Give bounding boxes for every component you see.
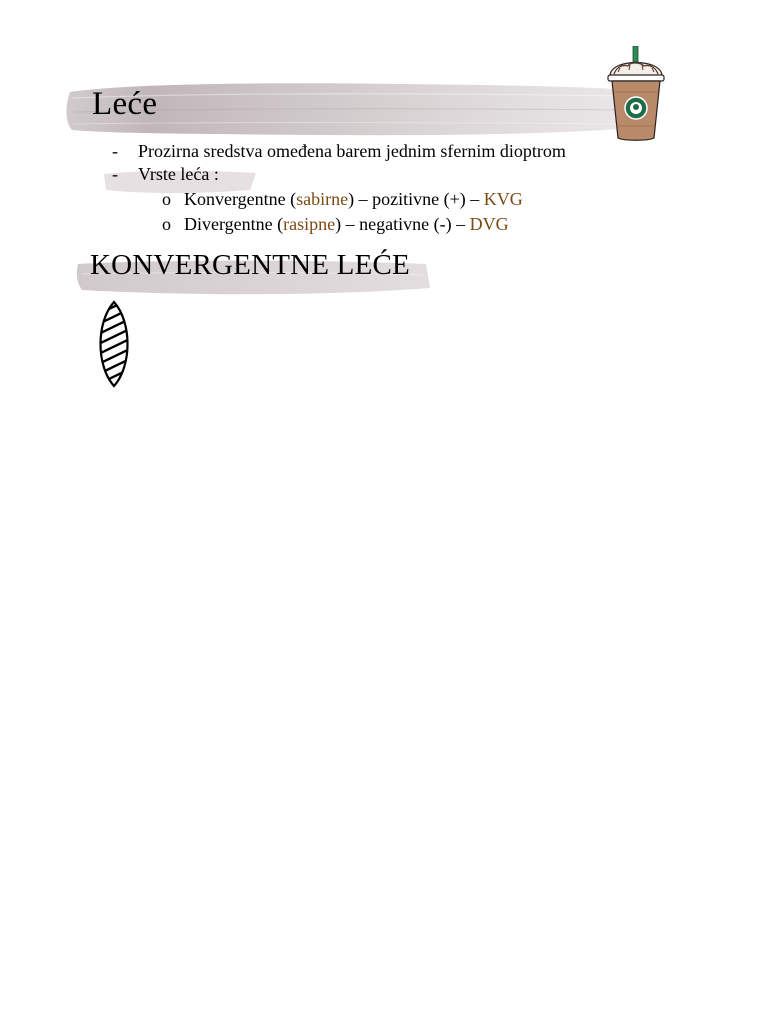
lens-alt-name: sabirne: [296, 189, 349, 209]
list-item: [112, 163, 118, 185]
lens-sign-text: ) – pozitivne (+) –: [348, 189, 484, 209]
subbullet-item: [184, 213, 509, 235]
lens-alt-name: rasipne: [283, 214, 336, 234]
lens-code: KVG: [483, 189, 523, 209]
subbullet-marker: o: [162, 189, 171, 209]
list-item-text: Prozirna sredstva omeđena barem jednim sfernim dioptrom: [138, 141, 566, 161]
page-title: Leće: [92, 86, 158, 122]
open-paren: (: [290, 189, 297, 209]
lens-type-name: Konvergentne: [184, 189, 286, 209]
lens-type-name: Divergentne: [184, 214, 273, 234]
convex-lens-icon: [96, 300, 132, 388]
list-item: [112, 140, 118, 162]
iced-coffee-cup-icon: [604, 46, 668, 142]
open-paren: (: [277, 214, 284, 234]
list-item-text: Vrste leća :: [138, 164, 219, 184]
lens-code: DVG: [469, 214, 509, 234]
bullet-dash: -: [112, 164, 118, 184]
subbullet-item: [184, 188, 523, 210]
lens-sign-text: ) – negativne (-) –: [335, 214, 470, 234]
bullet-dash: -: [112, 141, 118, 161]
subbullet-marker: o: [162, 214, 171, 234]
section-title: KONVERGENTNE LEĆE: [90, 249, 410, 281]
